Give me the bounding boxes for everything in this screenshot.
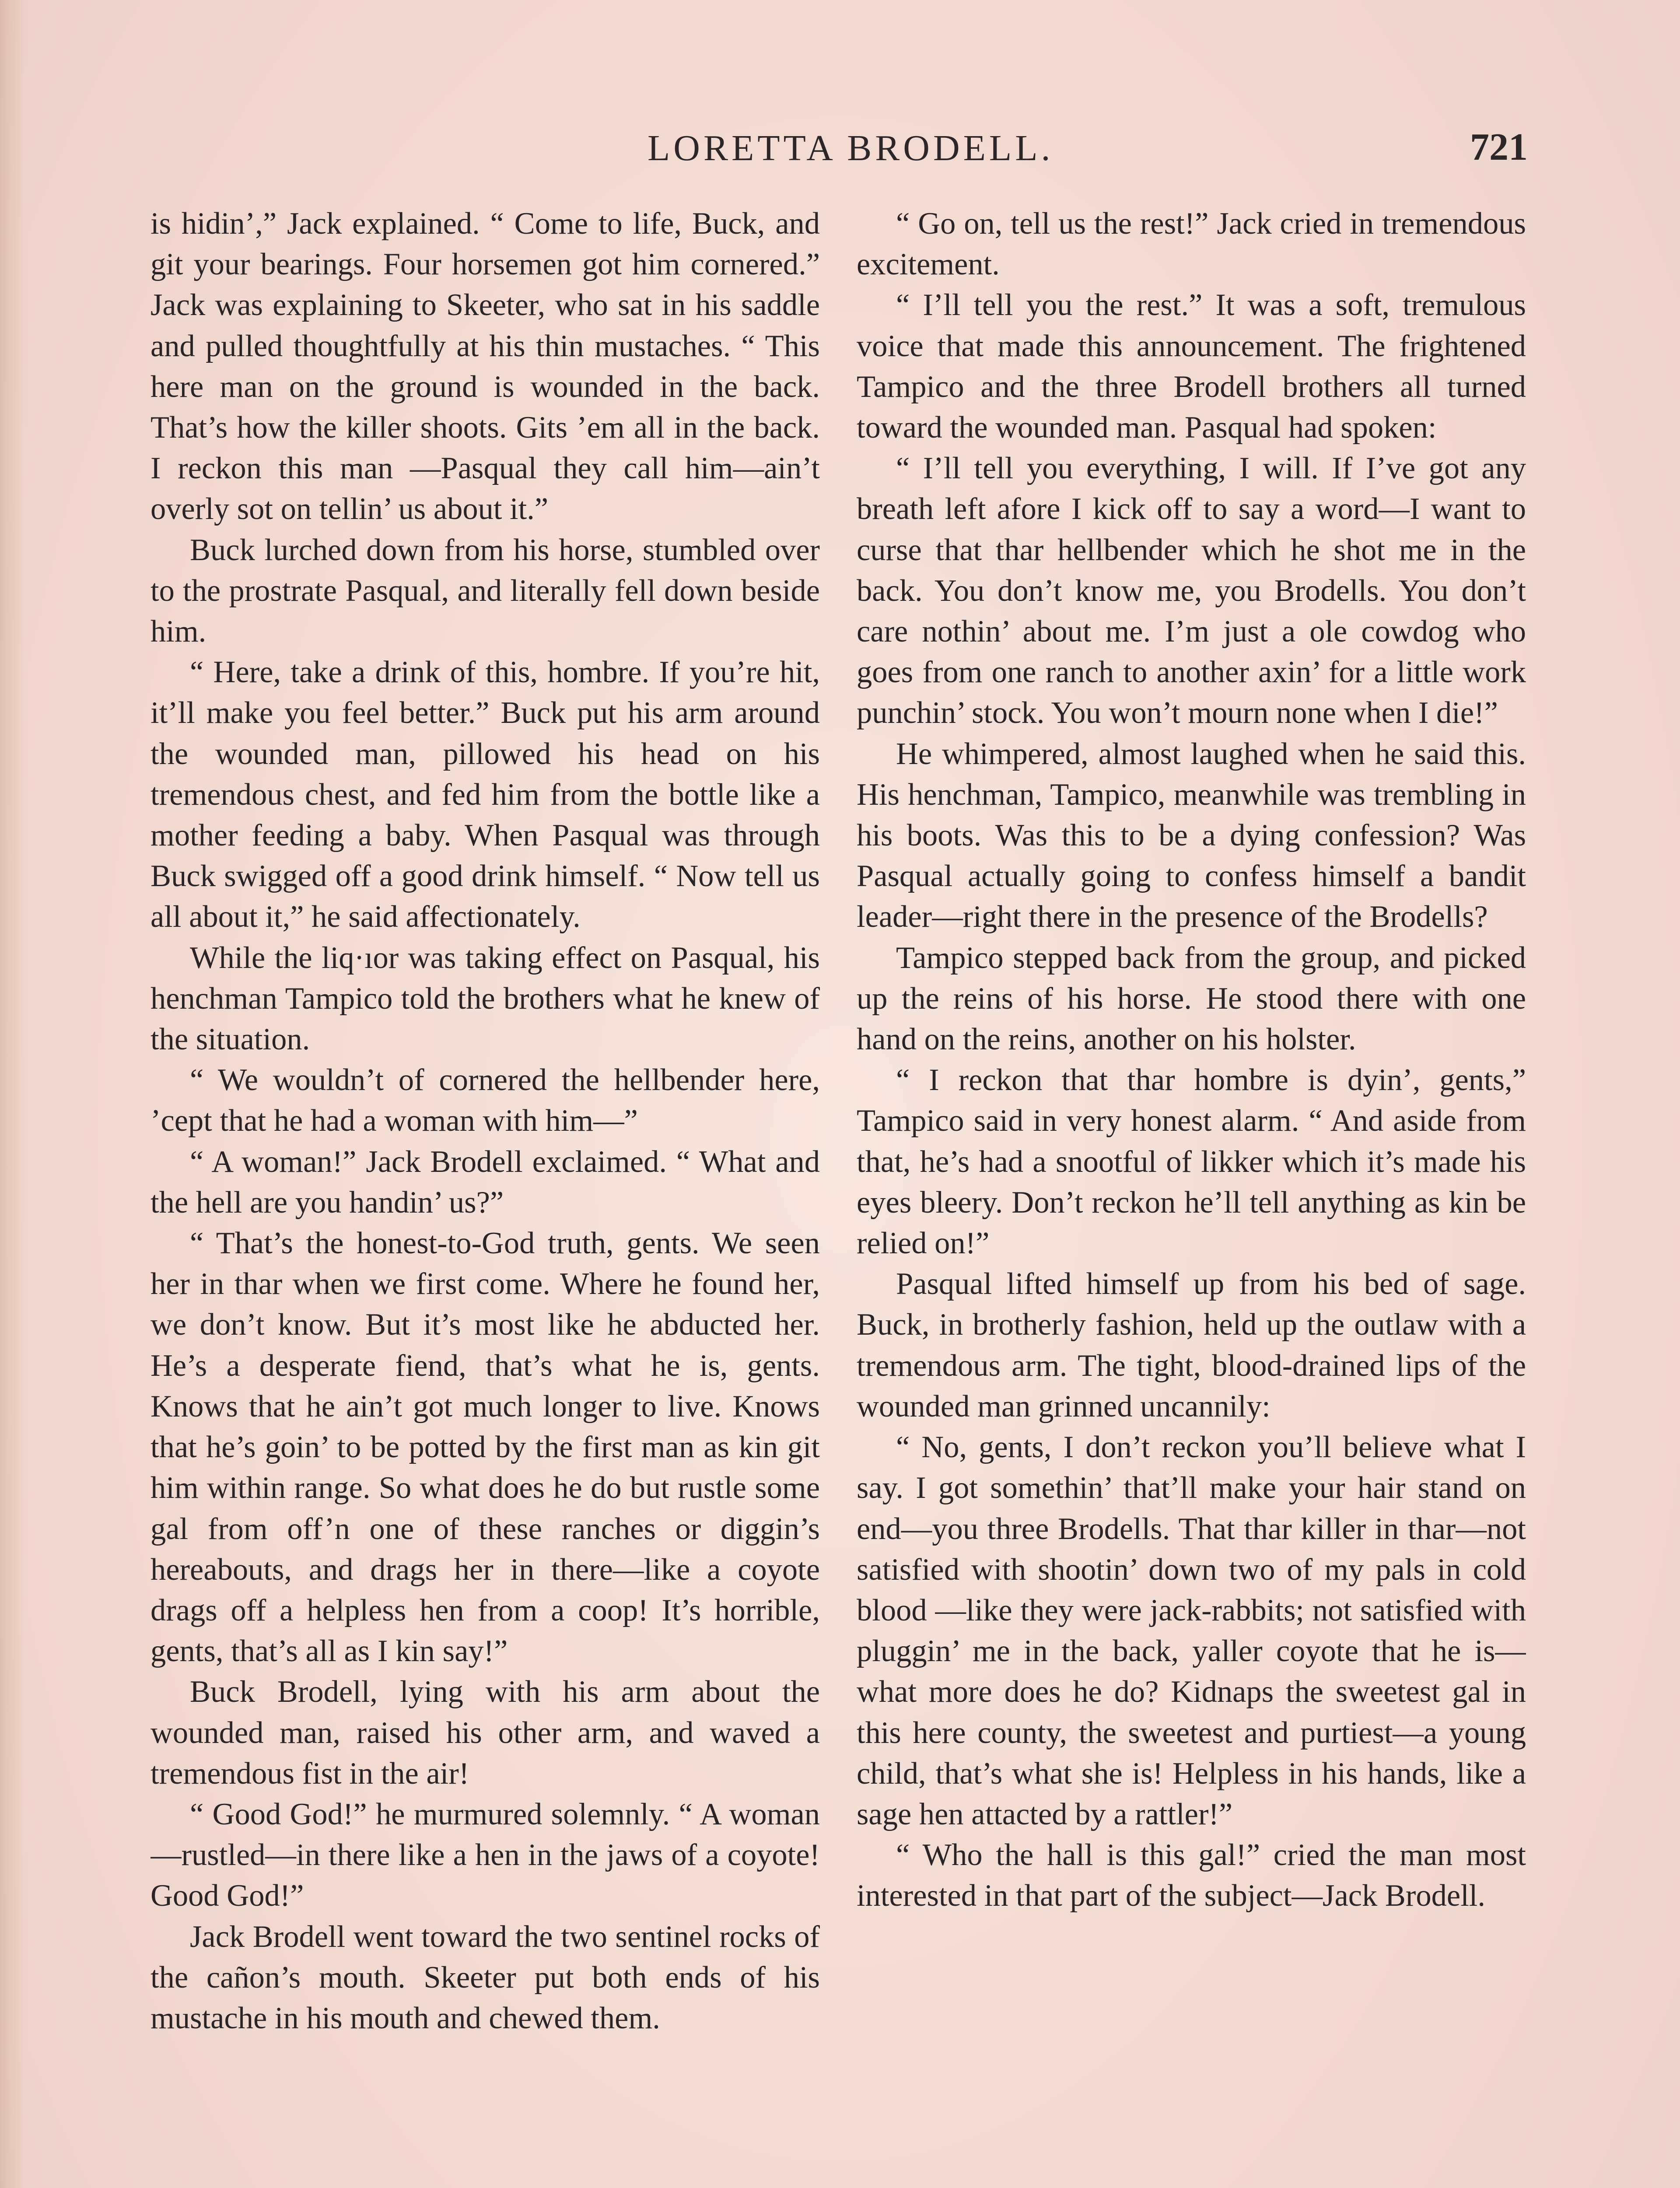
paragraph: “ We wouldn’t of cornered the hellbender here, ’cept that he had a woman with him—” bbox=[150, 1063, 820, 1138]
text-column-right bbox=[857, 203, 1526, 2188]
paragraph: While the liq·ıor was taking effect on Pasqual, his henchman Tampico told the brothers what he knew of the situation. bbox=[150, 940, 820, 1057]
paragraph: “ A woman!” Jack Brodell exclaimed. “ What and the hell are you handin’ us?” bbox=[150, 1144, 820, 1220]
paragraph: “ No, gents, I don’t reckon you’ll believe what I say. I got somethin’ that’ll make your hair stand on end—you three Brodells. That thar killer in thar—not satisfied with shootin’ down two of my pals in cold blood —like they were jack-rabbits; not satisfied with pluggin’ me in the back, yaller coyote that he is—what more does he do? Kidnaps the sweetest gal in this here county, the sweetest and purtiest—a young child, that’s what she is! Helpless in his hands, like a sage hen attacted by a rattler!” bbox=[857, 1430, 1526, 1831]
paragraph: “ Good God!” he murmured solemnly. “ A woman—rustled—in there like a hen in the jaws of a coyote! Good God!” bbox=[150, 1797, 820, 1913]
paragraph: Pasqual lifted himself up from his bed of sage. Buck, in brotherly fashion, held up the outlaw with a tremendous arm. The tight, blood-drained lips of the wounded man grinned uncannily: bbox=[857, 1267, 1526, 1424]
paragraph: Jack Brodell went toward the two sentinel rocks of the cañon’s mouth. Skeeter put both ends of his mustache in his mouth and chewed them. bbox=[150, 1919, 820, 2035]
paragraph: “ That’s the honest-to-God truth, gents. We seen her in thar when we first come. Where he found her, we don’t know. But it’s most like he abducted her. He’s a desperate fiend, that’s what he is, gents. Knows that he ain’t got much longer to live. Knows that he’s goin’ to be potted by the first man as kin git him within range. So what does he do but rustle some gal from off’n one of these ranches or diggin’s hereabouts, and drags her in there—like a coyote drags off a helpless hen from a coop! It’s horrible, gents, that’s all as I kin say!” bbox=[150, 1226, 820, 1669]
paragraph: “ Go on, tell us the rest!” Jack cried in tremendous excitement. bbox=[857, 207, 1526, 282]
text-column-left bbox=[150, 203, 820, 2188]
paragraph: He whimpered, almost laughed when he said this. His henchman, Tampico, meanwhile was trembling in his boots. Was this to be a dying confession? Was Pasqual actually going to confess himself a bandit leader—right there in the presence of the Brodells? bbox=[857, 736, 1526, 934]
paragraph: “ I’ll tell you the rest.” It was a soft, tremulous voice that made this announcement. The frightened Tampico and the three Brodell brothers all turned toward the wounded man. Pasqual had spoken: bbox=[857, 288, 1526, 445]
paragraph: Tampico stepped back from the group, and picked up the reins of his horse. He stood there with one hand on the reins, another on his holster. bbox=[857, 940, 1526, 1057]
paragraph: “ Who the hall is this gal!” cried the man most interested in that part of the subject—Jack Brodell. bbox=[857, 1838, 1526, 1913]
paragraph: Buck lurched down from his horse, stumbled over to the prostrate Pasqual, and literally fell down beside him. bbox=[150, 533, 820, 649]
page-number: 721 bbox=[1470, 126, 1528, 168]
running-header bbox=[0, 127, 1680, 184]
paragraph: “ Here, take a drink of this, hombre. If you’re hit, it’ll make you feel better.” Buck put his arm around the wounded man, pillowed his head on his tremendous chest, and fed him from the bottle like a mother feeding a baby. When Pasqual was through Buck swigged off a good drink himself. “ Now tell us all about it,” he said affectionately. bbox=[150, 655, 820, 934]
paragraph: is hidin’,” Jack explained. “ Come to life, Buck, and git your bearings. Four horsemen got him cornered.” Jack was explaining to Skeeter, who sat in his saddle and pulled thoughtfully at his thin mustaches. “ This here man on the ground is wounded in the back. That’s how the killer shoots. Gits ’em all in the back. I reckon this man —Pasqual they call him—ain’t overly sot on tellin’ us about it.” bbox=[150, 207, 820, 526]
paragraph: “ I’ll tell you everything, I will. If I’ve got any breath left afore I kick off to say a word—I want to curse that thar hellbender which he shot me in the back. You don’t know me, you Brodells. You don’t care nothin’ about me. I’m just a ole cowdog who goes from one ranch to another axin’ for a little work punchin’ stock. You won’t mourn none when I die!” bbox=[857, 451, 1526, 730]
paragraph: Buck Brodell, lying with his arm about the wounded man, raised his other arm, and waved a tremendous fist in the air! bbox=[150, 1675, 820, 1791]
page-edge-shading bbox=[0, 0, 26, 2188]
running-title: LORETTA BRODELL. bbox=[648, 128, 1054, 168]
paragraph: “ I reckon that thar hombre is dyin’, gents,” Tampico said in very honest alarm. “ And aside from that, he’s had a snootful of likker which it’s made his eyes bleery. Don’t reckon he’ll tell anything as kin be relied on!” bbox=[857, 1063, 1526, 1261]
